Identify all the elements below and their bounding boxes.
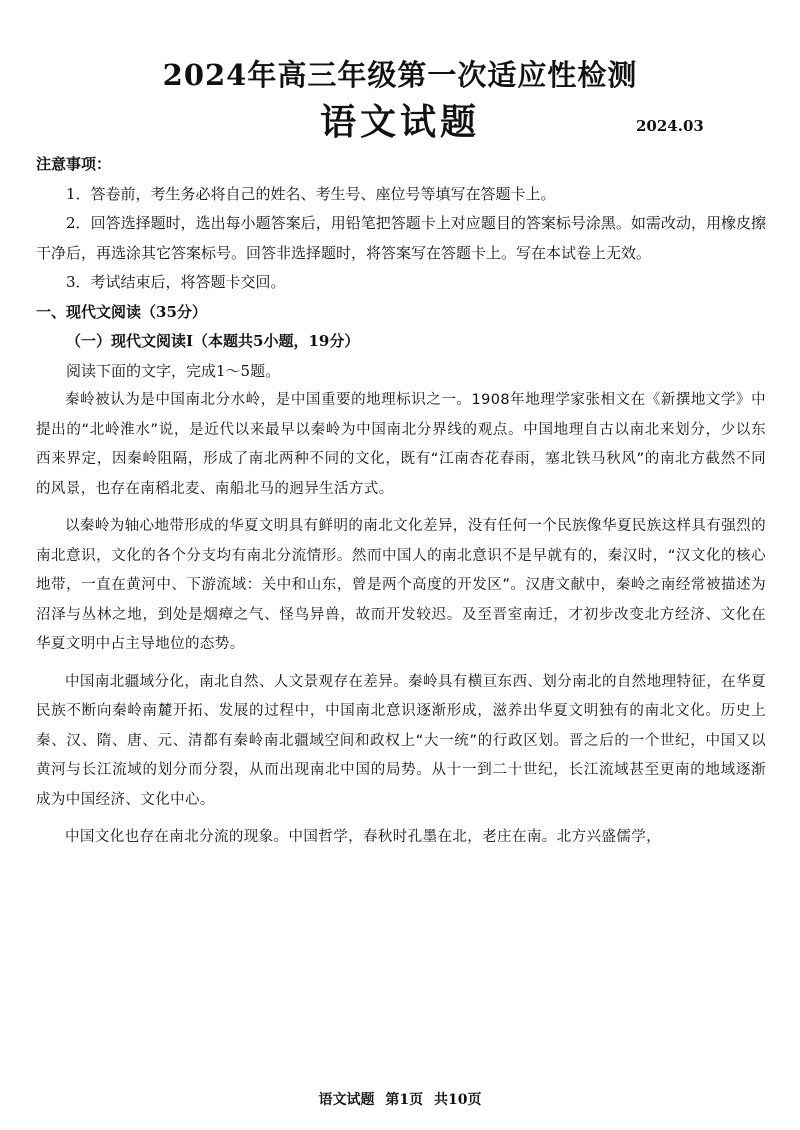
section-instruction: 阅读下面的文字，完成1～5题。 (66, 361, 281, 380)
exam-date: 2024.03 (636, 117, 704, 135)
article-paragraph-1: 秦岭被认为是中国南北分水岭，是中国重要的地理标识之一。1908年地理学家张相文在《新撰地文学》中提出的“北岭淮水”说，是近代以来最早以秦岭为中国南北分界线的观点。中国地理自古以南北来划分，少以东西来界定，因秦岭阻隔，形成了南北两种不同的文化，既有“江南杏花春雨，塞北铁马秋风”的南北方截然不同的风景，也存在南稻北麦、南船北马的迥异生活方式。 (36, 392, 766, 497)
page-footer: 语文试题 第1页 共10页 (318, 1092, 482, 1108)
article-paragraph-2: 以秦岭为轴心地带形成的华夏文明具有鲜明的南北文化差异，没有任何一个民族像华夏民族这样具有强烈的南北意识，文化的各个分支均有南北分流情形。然而中国人的南北意识不是早就有的，秦汉时，“汉文化的核心地带，一直在黄河中、下游流域：关中和山东，曾是两个高度的开发区”。汉唐文献中，秦岭之南经常被描述为沼泽与丛林之地，到处是烟瘴之气、怪鸟异兽，故而开发较迟。及至晋室南迁，才初步改变北方经济、文化在华夏文明中占主导地位的态势。 (36, 518, 766, 652)
reading-article (36, 386, 766, 853)
notice-heading: 注意事项： (36, 155, 112, 173)
notice-item-2: 2．回答选择题时，选出每小题答案后，用铅笔把答题卡上对应题目的答案标号涂黑。如需改动，用橡皮擦干净后，再选涂其它答案标号。回答非选择题时，将答案写在答题卡上。写在本试卷上无效。 (36, 214, 766, 262)
exam-body (36, 150, 766, 853)
article-paragraph-4: 中国文化也存在南北分流的现象。中国哲学，春秋时孔墨在北，老庄在南。北方兴盛儒学， (65, 829, 661, 845)
notice-item-1: 1．答卷前，考生务必将自己的姓名、考生号、座位号等填写在答题卡上。 (66, 184, 556, 203)
exam-title: 2024年高三年级第一次适应性检测 (162, 58, 638, 92)
article-paragraph-3: 中国南北疆域分化，南北自然、人文景观存在差异。秦岭具有横亘东西、划分南北的自然地理特征，在华夏民族不断向秦岭南麓开拓、发展的过程中，中国南北意识逐渐形成，滋养出华夏文明独有的南北文化。历史上秦、汉、隋、唐、元、清都有秦岭南北疆域空间和政权上“大一统”的行政区划。晋之后的一个世纪，中国又以黄河与长江流域的划分而分裂，从而出现南北中国的局势。从十一到二十世纪，长江流域甚至更南的地域逐渐成为中国经济、文化中心。 (36, 673, 766, 808)
section-heading: 一、现代文阅读（35分） (36, 302, 207, 321)
exam-subtitle: 语文试题 (319, 101, 480, 143)
notice-item-3: 3．考试结束后，将答题卡交回。 (66, 273, 286, 291)
section-subheading: （一）现代文阅读I（本题共5小题，19分） (66, 332, 360, 350)
